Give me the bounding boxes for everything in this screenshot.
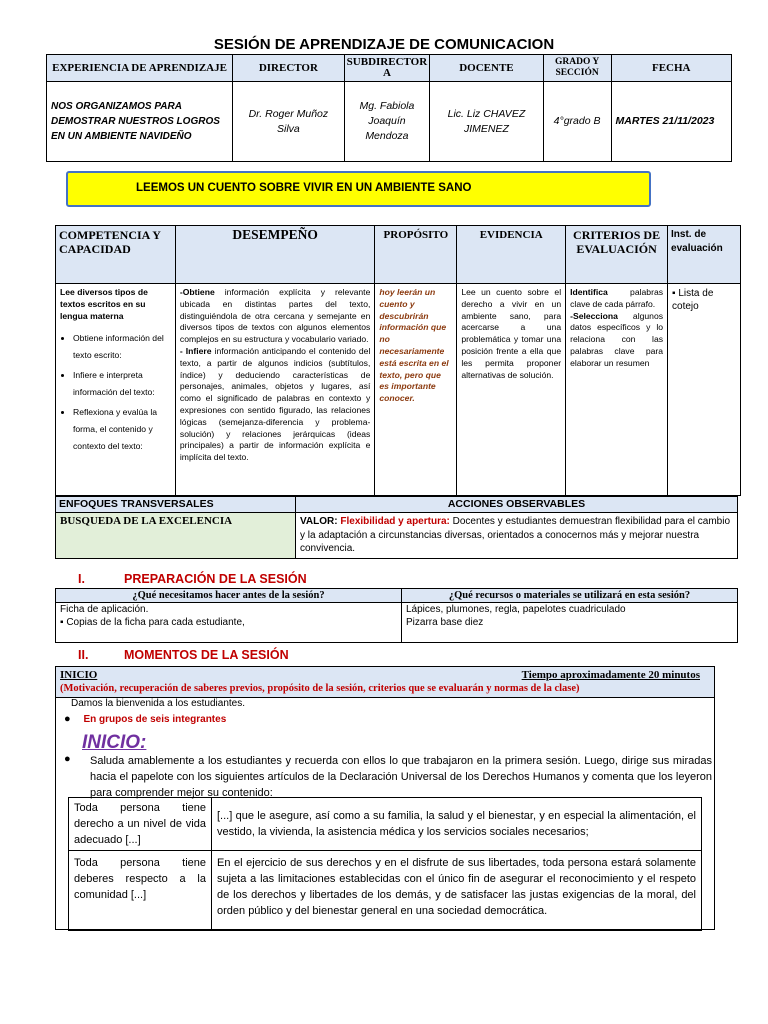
competencia-cell bbox=[56, 284, 176, 496]
col-director: DIRECTOR bbox=[233, 55, 345, 82]
articulo-right: En el ejercicio de sus derechos y en el disfrute de sus libertades, toda persona estará solamente sujeta a las limitaciones establecidas con el único fin de asegurar el reconocimiento y el respeto de los derechos y libertades de los demás, y de satisfacer las justas exigencias de la moral, del orden público y del bienestar general en una sociedad democrática. bbox=[212, 851, 702, 931]
col-docente: DOCENTE bbox=[430, 55, 544, 82]
instrumento-value: Lista de cotejo bbox=[672, 288, 714, 312]
desempeno-text: información explícita y relevante ubicada en distintas partes del texto, distinguiéndola de otra cercana y semejante en diversos tipos de textos con algunos elementos complejos en su estructura y vocabulario variado. bbox=[179, 287, 371, 345]
articulo-left: Toda persona tiene derecho a un nivel de vida adecuado [...] bbox=[69, 798, 212, 851]
director-value: Dr. Roger Muñoz Silva bbox=[233, 82, 345, 162]
section-title: MOMENTOS DE LA SESIÓN bbox=[124, 648, 289, 662]
col-grado: GRADO Y SECCIÓN bbox=[543, 55, 611, 82]
recurso-item: Lápices, plumones, regla, papelotes cuadriculado bbox=[406, 604, 626, 615]
session-info-table bbox=[46, 54, 732, 162]
col-enfoques: ENFOQUES TRANSVERSALES bbox=[56, 497, 296, 513]
antes-item: Copias de la ficha para cada estudiante, bbox=[66, 616, 245, 628]
docente-value: Lic. Liz CHAVEZ JIMENEZ bbox=[430, 82, 544, 162]
subdirectora-value: Mg. Fabiola Joaquín Mendoza bbox=[344, 82, 430, 162]
col-experiencia: EXPERIENCIA DE APRENDIZAJE bbox=[47, 55, 233, 82]
inicio-description: (Motivación, recuperación de saberes previos, propósito de la sesión, criterios que se evaluarán y normas de la clase) bbox=[60, 683, 580, 694]
col-proposito: PROPÓSITO bbox=[375, 226, 457, 284]
capacidad-item: • Infiere e interpreta información del texto: bbox=[73, 367, 171, 401]
evidencia-cell: Lee un cuento sobre el derecho a vivir en un ambiente sano, para acercarse a una problemática y tomar una posición frente a ella que les permita proponer alternativas de solución. bbox=[457, 284, 566, 496]
saluda-text: Saluda amablemente a los estudiantes y recuerda con ellos lo que trabajaron en la primera sesión. Luego, dirige sus miradas hacia el papelote con los siguientes artículos de la Declaración Universal de los Derechos Humanos y comenta que los leyeron para comprender mejor su contenido: bbox=[90, 755, 712, 799]
bullet-icon: ▪ bbox=[672, 288, 676, 299]
competencia-title: Lee diversos tipos de textos escritos en su lengua materna bbox=[60, 287, 148, 321]
col-desempeno: DESEMPEÑO bbox=[175, 226, 374, 284]
col-evidencia: EVIDENCIA bbox=[457, 226, 566, 284]
desempeno-verb: -Obtiene bbox=[179, 287, 215, 297]
antes-cell bbox=[56, 603, 402, 643]
col-antes: ¿Qué necesitamos hacer antes de la sesión? bbox=[56, 589, 402, 603]
preparacion-table bbox=[55, 588, 738, 643]
col-subdirectora: SUBDIRECTOR A bbox=[344, 55, 430, 82]
declaracion-table bbox=[68, 797, 702, 931]
criterios-cell bbox=[566, 284, 668, 496]
enfoque-value: BUSQUEDA DE LA EXCELENCIA bbox=[56, 513, 296, 559]
bienvenida-text: Damos la bienvenida a los estudiantes. bbox=[71, 698, 245, 709]
experiencia-value: NOS ORGANIZAMOS PARA DEMOSTRAR NUESTROS LOGROS EN UN AMBIENTE NAVIDEÑO bbox=[47, 82, 233, 162]
col-instrumento: Inst. de evaluación bbox=[668, 226, 741, 284]
articulo-left: Toda persona tiene deberes respecto a la comunidad [...] bbox=[69, 851, 212, 931]
section-title: PREPARACIÓN DE LA SESIÓN bbox=[124, 572, 307, 586]
col-fecha: FECHA bbox=[611, 55, 732, 82]
desempeno-verb: - Infiere bbox=[179, 345, 212, 356]
section-number: II. bbox=[78, 648, 89, 662]
session-title-banner: LEEMOS UN CUENTO SOBRE VIVIR EN UN AMBIENTE SANO bbox=[66, 171, 651, 207]
proposito-cell: hoy leerán un cuento y descubrirán información que no necesariamente está escrita en el texto, pero que es importante conocer. bbox=[375, 284, 457, 496]
desempeno-text: información anticipando el contenido del texto, a partir de algunos indicios (subtítulos, índice) y deduciendo características de personajes, animales, objetos y lugares, así como el significado de palabras en contexto y expresiones con sentido figurado, las relaciones lógicas (semejanza-diferencia y problema-solución) y relaciones jerárquicas (ideas principales) a partir de información explícita e implícita del texto. bbox=[179, 345, 371, 463]
articulo-right: [...] que le asegure, así como a su familia, la salud y el bienestar, y en especial la alimentación, el vestido, la vivienda, la asistencia médica y los servicios sociales necesarios; bbox=[212, 798, 702, 851]
criterio-text: algunos datos específicos y lo relaciona con las palabras clave para elaborar un resumen bbox=[570, 310, 664, 368]
col-competencia: COMPETENCIA Y CAPACIDAD bbox=[56, 226, 176, 284]
bullet-icon: ▪ bbox=[60, 616, 67, 628]
recurso-item: Pizarra base diez bbox=[406, 616, 484, 628]
inicio-header bbox=[55, 666, 715, 698]
inicio-heading: INICIO: bbox=[82, 732, 147, 753]
enfoques-table bbox=[55, 496, 738, 559]
page-title: SESIÓN DE APRENDIZAJE DE COMUNICACION bbox=[213, 36, 555, 53]
grupos-text: En grupos de seis integrantes bbox=[83, 714, 227, 725]
capacidad-item: • Obtiene información del texto escrito: bbox=[73, 330, 171, 364]
desempeno-cell bbox=[175, 284, 374, 496]
grupos-item bbox=[64, 713, 226, 725]
bullet-icon: ● bbox=[64, 713, 71, 725]
col-criterios: CRITERIOS DE EVALUACIÓN bbox=[566, 226, 668, 284]
capacidad-item: • Reflexiona y evalúa la forma, el contenido y contexto del texto: bbox=[73, 404, 171, 455]
col-acciones: ACCIONES OBSERVABLES bbox=[296, 497, 738, 513]
col-recursos: ¿Qué recursos o materiales se utilizará en esta sesión? bbox=[402, 589, 738, 603]
recursos-cell bbox=[402, 603, 738, 643]
grado-value: 4°grado B bbox=[543, 82, 611, 162]
competencias-table bbox=[55, 225, 741, 496]
valor-label: VALOR: bbox=[300, 516, 338, 527]
valor-text: Docentes y estudiantes demuestran flexibilidad para el cambio y la adaptación a circunstancias diversas, orientados a conocernos más y mejorar nuestra convivencia. bbox=[300, 516, 731, 554]
criterio-text: palabras clave de cada párrafo. bbox=[570, 287, 664, 309]
saluda-item bbox=[64, 753, 712, 801]
criterio-verb: Identifica bbox=[570, 287, 608, 297]
criterio-verb: -Selecciona bbox=[570, 310, 618, 321]
bullet-icon: ● bbox=[64, 753, 71, 765]
valor-name: Flexibilidad y apertura: bbox=[340, 516, 450, 527]
antes-item: Ficha de aplicación. bbox=[60, 604, 149, 615]
section-number: I. bbox=[78, 572, 85, 586]
acciones-cell bbox=[296, 513, 738, 559]
inicio-label: INICIO bbox=[60, 669, 98, 681]
fecha-value: MARTES 21/11/2023 bbox=[611, 82, 732, 162]
instrumento-cell bbox=[668, 284, 741, 496]
tiempo-label: Tiempo aproximadamente 20 minutos bbox=[521, 669, 700, 681]
